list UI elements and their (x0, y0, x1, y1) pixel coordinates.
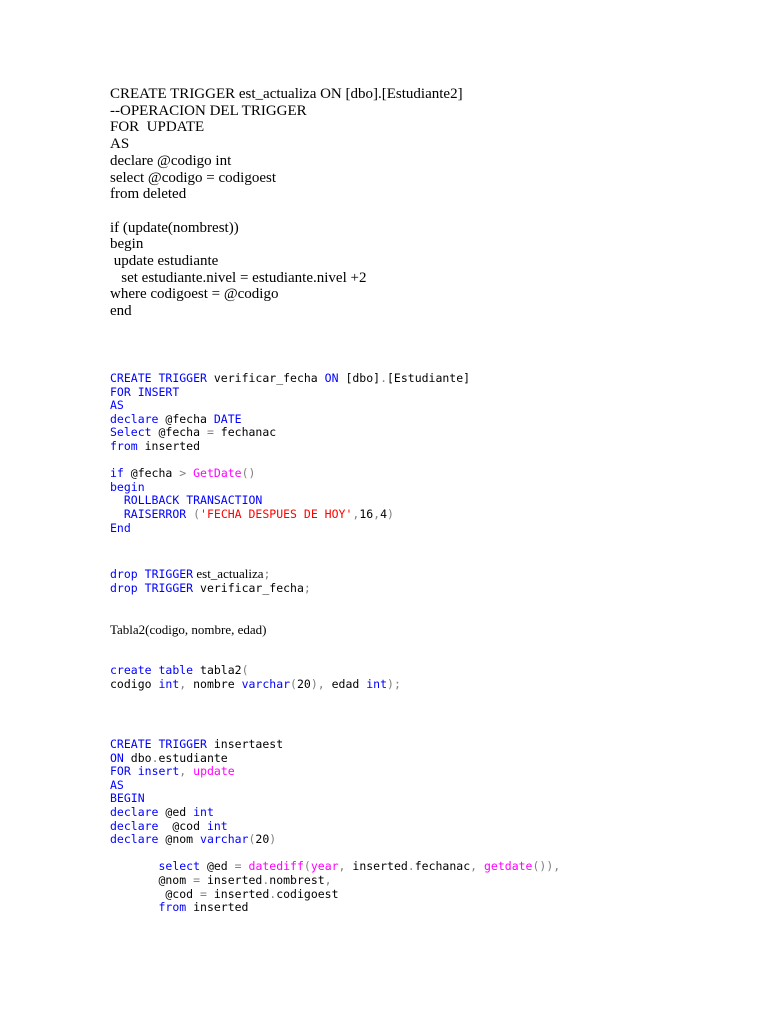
code-token: TRIGGER (144, 567, 194, 581)
code-token: FOR (110, 764, 131, 779)
code-line (110, 507, 394, 521)
code-token: select (158, 859, 201, 874)
tabla2-note: Tabla2(codigo, nombre, edad) (110, 622, 267, 637)
code-token: 4 (380, 507, 388, 521)
code-token: ( (248, 832, 256, 847)
code-token: inserted (200, 873, 263, 887)
code-token: begin (110, 479, 145, 494)
code-line: declare @codigo int (110, 152, 232, 169)
code-token: . (269, 886, 277, 901)
code-token: inserted (137, 439, 201, 453)
code-token: , (324, 873, 332, 887)
code-token: RAISERROR (123, 507, 187, 521)
code-token: ) (387, 507, 394, 521)
code-token: @fecha (151, 425, 207, 440)
code-line (110, 859, 560, 873)
code-token: ) (269, 832, 277, 847)
code-token: ( (193, 507, 201, 521)
code-line: if (update(nombrest)) (110, 219, 239, 236)
code-token: nombre (186, 676, 242, 691)
code-token: . (380, 371, 387, 385)
code-token: if (110, 466, 124, 481)
code-token: ON (324, 371, 339, 385)
code-line: from deleted (110, 186, 187, 203)
code-token: ( (241, 663, 249, 677)
code-token: ), (310, 676, 325, 691)
code-token: , (179, 676, 187, 691)
code-token: dbo (123, 750, 152, 765)
code-token: int (158, 676, 180, 691)
code-token: @ed (200, 859, 235, 874)
code-token: declare (110, 411, 159, 426)
code-token: ( (303, 859, 311, 874)
code-line: end (110, 303, 132, 320)
code-line (110, 819, 228, 833)
code-token: int (206, 818, 228, 833)
code-token: , (352, 507, 360, 521)
code-line: FOR UPDATE (110, 119, 205, 136)
code-token: @fecha (123, 466, 180, 481)
code-token: codigoest (276, 886, 339, 901)
code-line: set estudiante.nivel = estudiante.nivel +2 (110, 269, 367, 286)
code-token: update (193, 764, 235, 779)
code-token: nombrest (269, 873, 325, 887)
code-line (110, 425, 276, 439)
code-token (138, 581, 145, 595)
code-token: verificar_fecha (206, 371, 325, 385)
code-line (110, 791, 145, 805)
code-line (110, 778, 124, 792)
code-token: 20 (296, 676, 311, 691)
code-token: est_actualiza (193, 566, 264, 581)
code-token: drop (110, 580, 138, 595)
code-token: CREATE (110, 371, 152, 385)
code-token: from (110, 439, 138, 453)
code-token: TRIGGER (144, 580, 194, 595)
code-token: End (110, 520, 131, 535)
code-token: TRIGGER (158, 737, 207, 751)
code-line (110, 677, 401, 691)
code-token: TRANSACTION (186, 493, 263, 508)
code-token: declare (110, 805, 159, 819)
code-token: ; (263, 567, 271, 581)
code-token: ON (110, 750, 124, 765)
code-token: varchar (241, 676, 291, 691)
code-line (110, 466, 255, 480)
code-token (477, 859, 484, 873)
code-line: AS (110, 136, 130, 153)
code-line (110, 805, 214, 819)
code-token: , (338, 859, 346, 874)
code-token: fechanac (213, 425, 277, 440)
code-line (110, 832, 276, 846)
code-token: [Estudiante] (387, 371, 471, 385)
code-token: 'FECHA DESPUES DE HOY' (200, 507, 353, 521)
code-line (110, 567, 270, 581)
code-token: 16 (359, 507, 374, 521)
code-line (110, 764, 235, 778)
code-line (110, 493, 262, 507)
code-line (110, 521, 131, 535)
code-token: [dbo] (338, 371, 381, 385)
code-token: 20 (255, 832, 270, 847)
code-token: > (179, 466, 187, 481)
code-token: getdate (484, 859, 533, 874)
code-token: @fecha (158, 411, 214, 426)
code-token: insertaest (206, 737, 284, 751)
code-token: BEGIN (110, 791, 145, 806)
code-token: @cod (110, 886, 201, 901)
code-token: table (158, 663, 194, 677)
code-token: int (193, 805, 214, 819)
code-token (110, 507, 124, 521)
code-line: --OPERACION DEL TRIGGER (110, 102, 307, 119)
code-token: () (241, 466, 256, 481)
code-token: int (366, 676, 388, 691)
code-token: inserted (186, 900, 249, 915)
code-token: verificar_fecha (193, 580, 304, 595)
code-token: ()), (532, 859, 561, 874)
code-token: create (110, 663, 152, 677)
code-token: inserted (345, 859, 408, 874)
code-token: INSERT (137, 384, 180, 399)
code-line (110, 663, 249, 677)
code-token: . (407, 859, 415, 874)
code-token: @ed (158, 805, 194, 819)
code-token: ; (303, 580, 311, 595)
code-token: codigo (110, 676, 159, 691)
code-line (110, 737, 283, 751)
code-line (110, 900, 248, 914)
code-token: @cod (158, 818, 207, 833)
code-token: GetDate (193, 466, 242, 481)
code-token: Select (110, 425, 152, 440)
code-token: @nom (110, 873, 194, 887)
code-token: FOR (110, 384, 131, 399)
code-line: select @codigo = codigoest (110, 169, 276, 186)
code-line: update estudiante (110, 253, 219, 269)
code-line (110, 751, 228, 765)
code-token: CREATE (110, 737, 152, 751)
code-token (138, 567, 145, 581)
code-token: declare (110, 818, 159, 833)
code-token (242, 859, 249, 873)
code-line (110, 439, 200, 453)
code-token: estudiante (158, 750, 228, 765)
code-token: . (151, 750, 159, 765)
code-line (110, 873, 332, 887)
code-token: edad (324, 676, 367, 691)
code-token: @nom (158, 832, 201, 847)
code-token: declare (110, 832, 159, 847)
code-token: AS (110, 398, 124, 413)
code-token: insert (137, 764, 180, 779)
code-token (110, 493, 124, 507)
code-line: CREATE TRIGGER est_actualiza ON [dbo].[Estudiante2] (110, 86, 463, 102)
code-token: fechanac (414, 859, 471, 874)
code-token: = (193, 873, 201, 887)
code-token: = (200, 886, 207, 901)
code-token (131, 764, 138, 778)
code-token: ); (387, 676, 401, 691)
code-token: from (158, 900, 187, 915)
code-token: DATE (213, 411, 242, 426)
code-line: where codigoest = @codigo (110, 286, 279, 303)
code-token: , (470, 859, 478, 874)
code-token: TRIGGER (158, 371, 207, 385)
code-line: begin (110, 236, 144, 253)
code-token: drop (110, 567, 138, 581)
code-token: = (234, 859, 242, 874)
code-token: tabla2 (193, 663, 242, 677)
code-token (131, 385, 138, 399)
code-line (110, 581, 311, 595)
code-token: . (262, 873, 270, 887)
code-token: ( (290, 676, 297, 691)
code-line (110, 887, 339, 901)
code-token: AS (110, 777, 124, 792)
code-token: , (373, 507, 381, 521)
code-line (110, 412, 242, 426)
code-line (110, 398, 124, 412)
code-token: varchar (200, 832, 249, 847)
code-token: datediff (248, 859, 304, 874)
code-token (110, 900, 158, 914)
code-token: inserted (206, 886, 270, 901)
code-token: year (310, 859, 339, 874)
code-token (110, 859, 158, 873)
code-line (110, 480, 145, 494)
code-token: , (179, 764, 187, 779)
code-token: = (206, 425, 214, 440)
code-token: ROLLBACK (123, 493, 180, 508)
code-line (110, 371, 470, 385)
code-line (110, 385, 179, 399)
